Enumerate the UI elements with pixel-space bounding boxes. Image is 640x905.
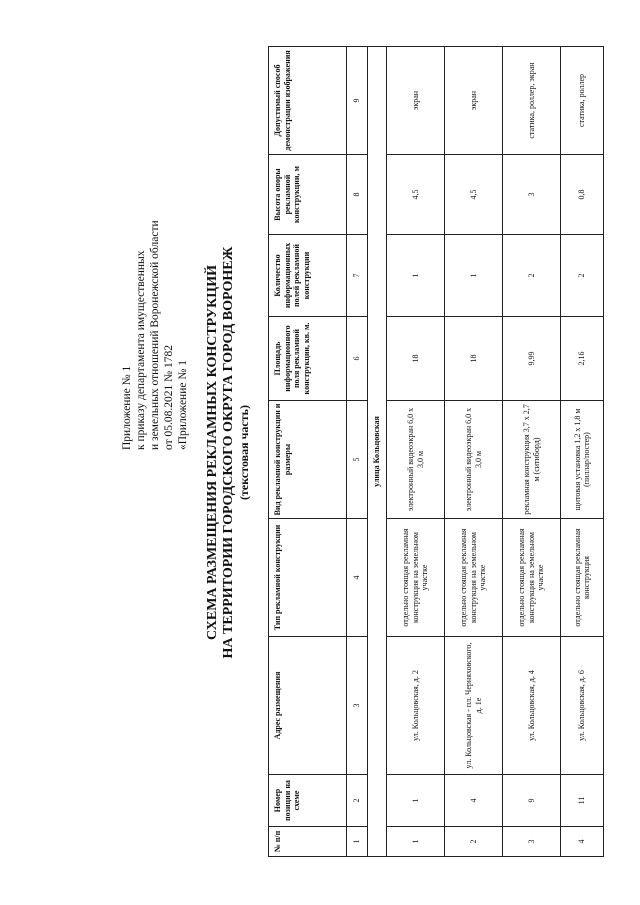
- cell-position: 9: [503, 775, 561, 827]
- header-cell: Тип рекламной конструкции: [269, 519, 347, 637]
- cell-number: 4: [561, 827, 604, 857]
- title-line: НА ТЕРРИТОРИИ ГОРОДСКОГО ОКРУГА ГОРОД ВОРОНЕЖ: [221, 246, 236, 659]
- cell-area: 18: [387, 317, 445, 401]
- cell-address: ул. Кольцовская - пл. Черняховского, д. 1е: [445, 637, 503, 775]
- cell-position: 11: [561, 775, 604, 827]
- header-cell: Количество информационных полей рекламной конструкции: [269, 235, 347, 317]
- title-line: СХЕМА РАЗМЕЩЕНИЯ РЕКЛАМНЫХ КОНСТРУКЦИЙ: [205, 265, 220, 640]
- appendix-block: [120, 220, 190, 450]
- cell-address: ул. Кольцовская, д. 6: [561, 637, 604, 775]
- cell-number: 2: [445, 827, 503, 857]
- cell-kind: электронный видеоэкран 6,0 х 3,0 м: [387, 401, 445, 519]
- header-cell: Вид рекламной конструкции и размеры: [269, 401, 347, 519]
- cell-method: статика, роллер, экран: [503, 47, 561, 155]
- header-cell: Адрес размещения: [269, 637, 347, 775]
- placement-table: [268, 46, 604, 857]
- cell-position: 4: [445, 775, 503, 827]
- cell-area: 2,16: [561, 317, 604, 401]
- cell-kind: щитовая установка 1,2 х 1,8 м (пиллар/постер): [561, 401, 604, 519]
- column-number: 2: [347, 775, 368, 827]
- cell-method: статика, роллер: [561, 47, 604, 155]
- cell-height: 0,8: [561, 155, 604, 235]
- header-cell: Высота опоры рекламной конструкции, м: [269, 155, 347, 235]
- column-number: 7: [347, 235, 368, 317]
- table-row: [503, 47, 561, 857]
- column-number: 5: [347, 401, 368, 519]
- appendix-line: от 05.08.2021 № 1782: [163, 345, 175, 450]
- cell-position: 1: [387, 775, 445, 827]
- appendix-line: «Приложение № 1: [177, 360, 189, 450]
- cell-height: 3: [503, 155, 561, 235]
- column-number: 8: [347, 155, 368, 235]
- cell-address: ул. Кольцовская, д. 4: [503, 637, 561, 775]
- header-cell: Площадь информационного поля рекламной конструкции, кв. м.: [269, 317, 347, 401]
- appendix-line: к приказу департамента имущественных: [135, 250, 147, 450]
- cell-type: отдельно стоящая рекламная конструкция: [561, 519, 604, 637]
- cell-kind: рекламная конструкция 3,7 х 2,7 м (ситиборд): [503, 401, 561, 519]
- column-number: 6: [347, 317, 368, 401]
- cell-height: 4,5: [445, 155, 503, 235]
- cell-area: 9,99: [503, 317, 561, 401]
- header-cell: Номер позиции на схеме: [269, 775, 347, 827]
- cell-fields: 1: [445, 235, 503, 317]
- header-cell: Допустимый способ демонстрации изображения: [269, 47, 347, 155]
- cell-type: отдельно стоящая рекламная конструкция на земельном участке: [445, 519, 503, 637]
- table-row: [561, 47, 604, 857]
- header-cell: № п/п: [269, 827, 347, 857]
- column-number-row: [347, 47, 368, 857]
- appendix-line: и земельных отношений Воронежской области: [149, 220, 161, 450]
- document-title: [205, 0, 252, 905]
- column-number: 1: [347, 827, 368, 857]
- cell-area: 18: [445, 317, 503, 401]
- cell-fields: 2: [561, 235, 604, 317]
- section-row: [368, 47, 387, 857]
- cell-address: ул. Кольцовская, д. 2: [387, 637, 445, 775]
- column-number: 4: [347, 519, 368, 637]
- cell-fields: 1: [387, 235, 445, 317]
- column-number: 9: [347, 47, 368, 155]
- table-row: [445, 47, 503, 857]
- section-title: улица Кольцовская: [368, 47, 387, 857]
- table-header-row: [269, 47, 347, 857]
- cell-type: отдельно стоящая рекламная конструкция на земельном участке: [387, 519, 445, 637]
- cell-type: отдельно стоящая рекламная конструкция на земельном участке: [503, 519, 561, 637]
- column-number: 3: [347, 637, 368, 775]
- cell-height: 4,5: [387, 155, 445, 235]
- cell-number: 3: [503, 827, 561, 857]
- subtitle: (текстовая часть): [237, 405, 251, 500]
- cell-method: экран: [445, 47, 503, 155]
- cell-kind: электронный видеоэкран 6,0 х 3,0 м: [445, 401, 503, 519]
- cell-number: 1: [387, 827, 445, 857]
- table-row: [387, 47, 445, 857]
- cell-fields: 2: [503, 235, 561, 317]
- appendix-line: Приложение № 1: [121, 365, 133, 450]
- cell-method: экран: [387, 47, 445, 155]
